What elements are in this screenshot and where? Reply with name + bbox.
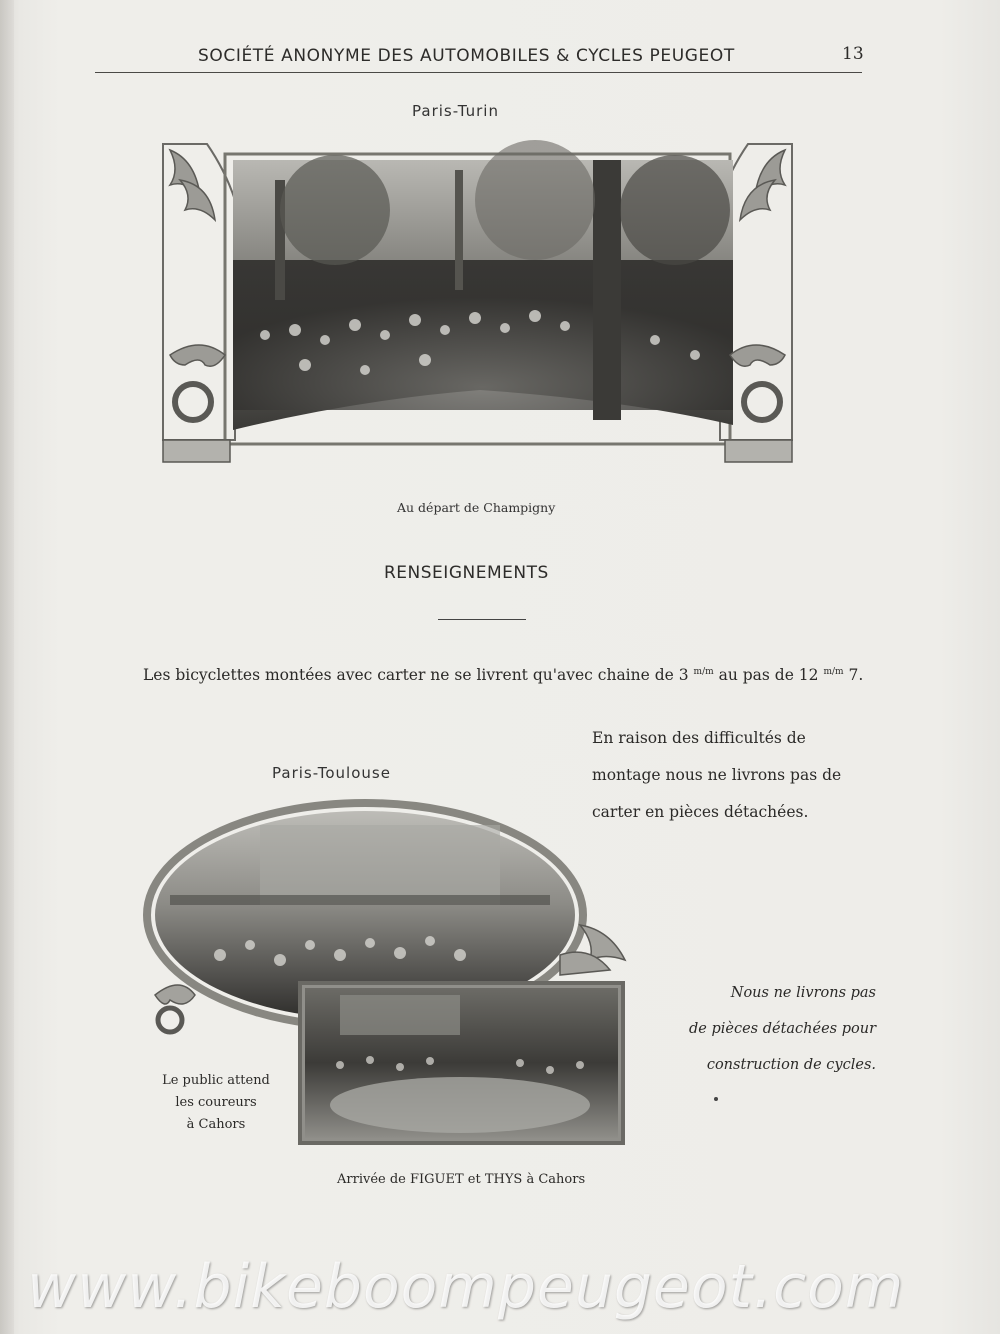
page-fold-shadow bbox=[0, 0, 14, 1334]
body-paragraph bbox=[143, 666, 863, 684]
carter-note-paragraph bbox=[592, 720, 870, 831]
body-text-part3: 7. bbox=[848, 666, 864, 684]
carter-note-line-3: carter en pièces détachées. bbox=[592, 803, 809, 821]
left-caption-line-2: les coureurs bbox=[175, 1095, 257, 1110]
top-photo-title: Paris-Turin bbox=[412, 102, 499, 120]
body-text-part2: au pas de 12 bbox=[718, 666, 819, 684]
section-title: RENSEIGNEMENTS bbox=[384, 563, 549, 583]
ornamental-frame-top bbox=[155, 140, 800, 470]
bottom-photo-title: Paris-Toulouse bbox=[272, 764, 391, 782]
spare-parts-note-line-1: Nous ne livrons pas bbox=[730, 985, 876, 1001]
left-photo-caption bbox=[146, 1070, 286, 1136]
ink-dot bbox=[714, 1097, 718, 1101]
left-caption-line-3: à Cahors bbox=[186, 1117, 246, 1132]
bottom-photo-caption: Arrivée de FIGUET et THYS à Cahors bbox=[337, 1172, 586, 1187]
watermark: www.bikeboompeugeot.com bbox=[27, 1252, 905, 1322]
spare-parts-note bbox=[684, 975, 876, 1083]
title-rule bbox=[438, 619, 526, 620]
body-text-part1: Les bicyclettes montées avec carter ne se livrent qu'avec chaine de 3 bbox=[143, 666, 689, 684]
spare-parts-note-line-2: de pièces détachées pour bbox=[688, 1021, 876, 1037]
unit-superscript-2: m/m bbox=[823, 666, 844, 677]
left-caption-line-1: Le public attend bbox=[162, 1073, 270, 1088]
carter-note-line-2: montage nous ne livrons pas de bbox=[592, 766, 842, 784]
top-photo-caption: Au départ de Champigny bbox=[397, 500, 556, 515]
carter-note-line-1: En raison des difficultés de bbox=[592, 729, 806, 747]
unit-superscript-1: m/m bbox=[693, 666, 714, 677]
page-number: 13 bbox=[842, 44, 864, 64]
running-header: SOCIÉTÉ ANONYME DES AUTOMOBILES & CYCLES PEUGEOT bbox=[198, 46, 735, 66]
top-photo-frame bbox=[155, 140, 800, 470]
header-rule bbox=[95, 72, 862, 73]
spare-parts-note-line-3: construction de cycles. bbox=[706, 1057, 876, 1073]
